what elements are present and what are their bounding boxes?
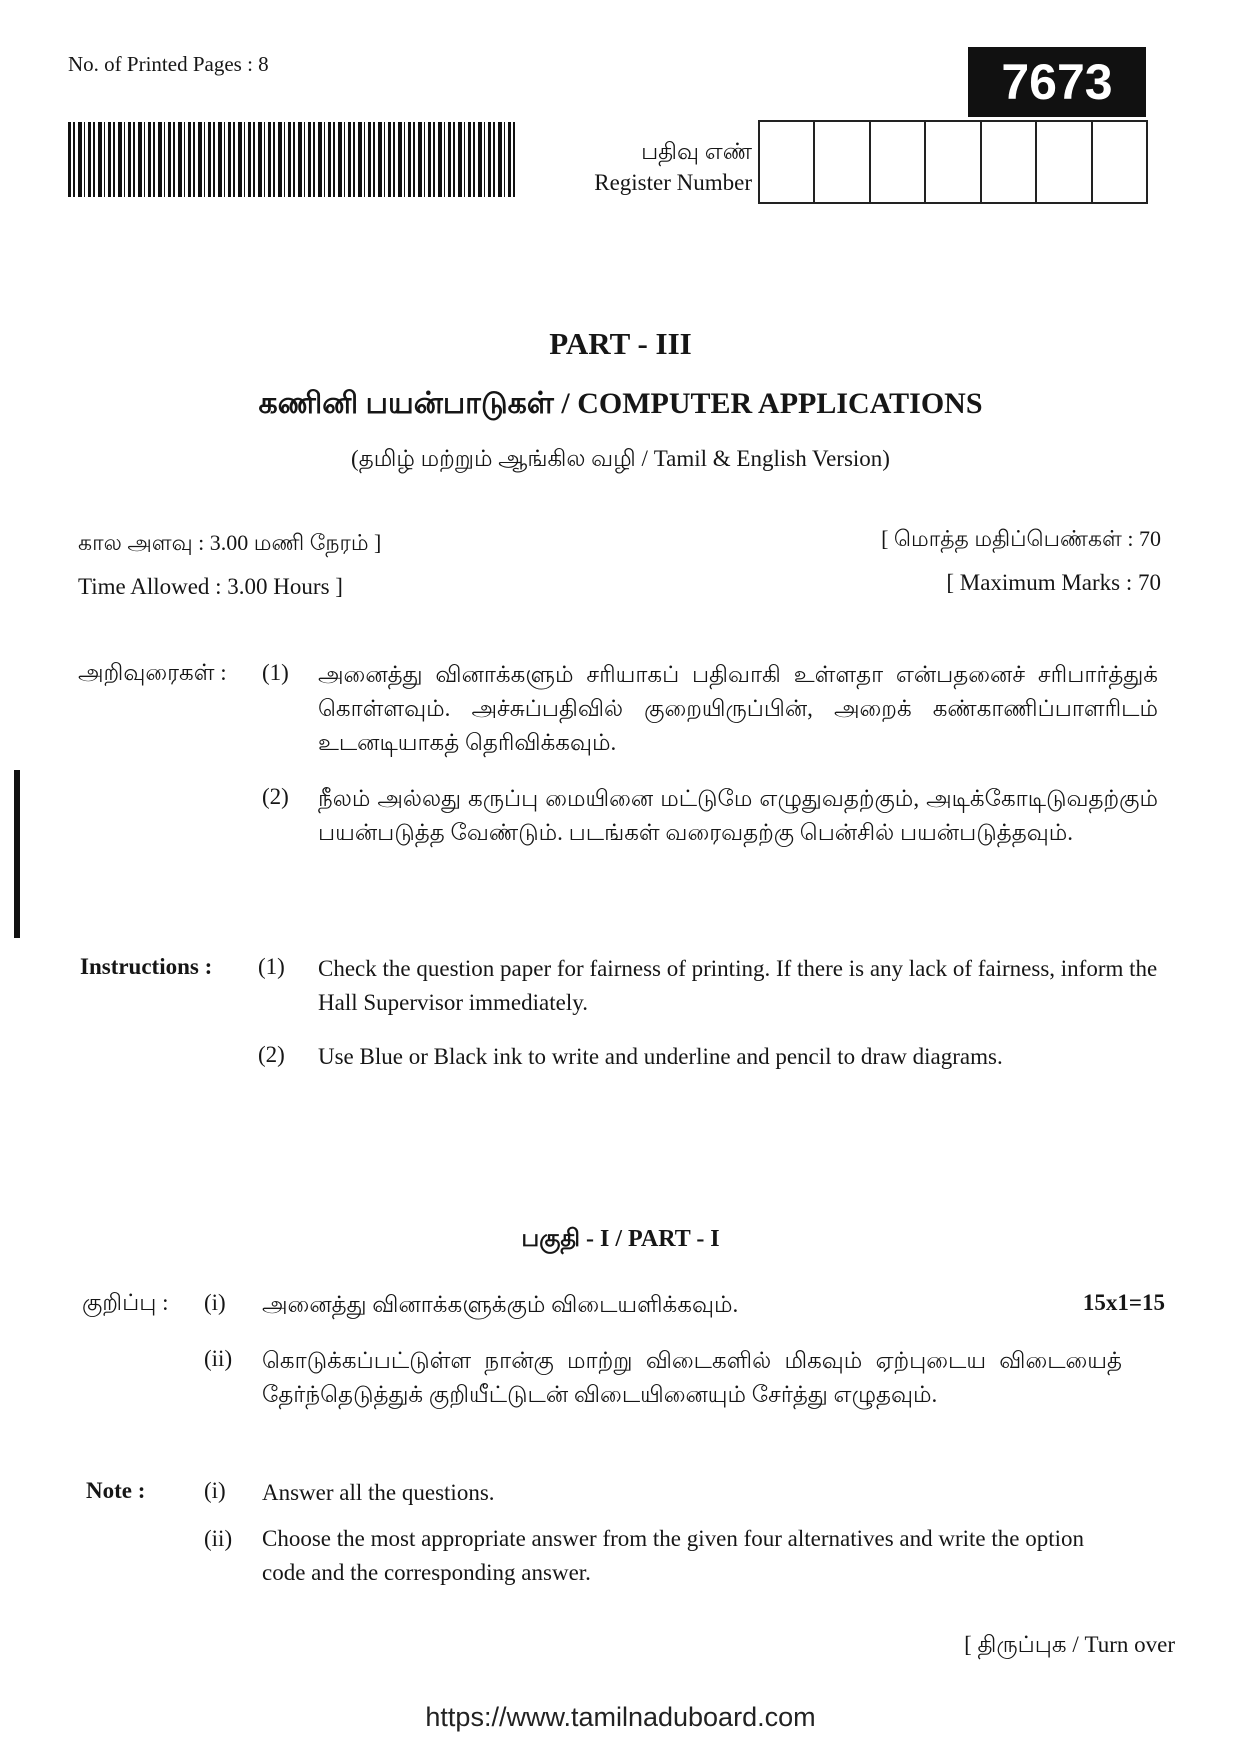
register-number-boxes[interactable] (758, 120, 1148, 204)
barcode-image (68, 122, 518, 197)
note-text-tamil: கொடுக்கப்பட்டுள்ள நான்கு மாற்று விடைகளில் மிகவும் ஏற்புடைய விடையைத் தேர்ந்தெடுத்துக் குறியீட்டுடன் விடையினையும் சேர்த்து எழுதவும். (262, 1348, 1122, 1407)
instruction-number: (2) (262, 784, 289, 809)
subject-title: கணினி பயன்பாடுகள் / COMPUTER APPLICATIONS (258, 387, 983, 420)
turn-over-label: [ திருப்புக / Turn over (964, 1632, 1175, 1657)
register-label-tamil: பதிவு எண் (641, 139, 752, 164)
marks-distribution: 15x1=15 (1082, 1290, 1165, 1315)
note-text-tamil: அனைத்து வினாக்களுக்கும் விடையளிக்கவும். (262, 1292, 739, 1317)
note-number: (ii) (204, 1526, 233, 1551)
register-box[interactable] (1093, 122, 1146, 202)
time-allowed-english: Time Allowed : 3.00 Hours ] (78, 574, 343, 599)
instruction-number: (2) (258, 1042, 285, 1067)
printed-pages-count: No. of Printed Pages : 8 (68, 52, 269, 76)
section-title: பகுதி - I / PART - I (521, 1226, 720, 1252)
max-marks-english: [ Maximum Marks : 70 (946, 570, 1161, 595)
instructions-label-tamil: அறிவுரைகள் : (78, 660, 227, 685)
paper-code-badge: 7673 (968, 47, 1146, 117)
scan-margin-mark (14, 770, 20, 938)
note-label-english: Note : (86, 1478, 146, 1503)
register-box[interactable] (1037, 122, 1092, 202)
max-marks-tamil: [ மொத்த மதிப்பெண்கள் : 70 (881, 526, 1161, 551)
register-box[interactable] (815, 122, 870, 202)
register-label-english: Register Number (594, 170, 752, 195)
part-title: PART - III (549, 326, 692, 361)
instruction-text-tamil: அனைத்து வினாக்களும் சரியாகப் பதிவாகி உள்ளதா என்பதனைச் சரிபார்த்துக் கொள்ளவும். அச்சுப்பதிவில் குறையிருப்பின், அறைக் கண்காணிப்பாளரிடம் உடனடியாகத் தெரிவிக்கவும். (318, 662, 1158, 755)
instructions-label-english: Instructions : (80, 954, 213, 979)
register-box[interactable] (926, 122, 981, 202)
note-number: (i) (204, 1478, 226, 1503)
instruction-number: (1) (258, 954, 285, 979)
instruction-text-english: Use Blue or Black ink to write and underline and pencil to draw diagrams. (318, 1044, 1003, 1069)
register-box[interactable] (982, 122, 1037, 202)
note-text-english: Answer all the questions. (262, 1480, 495, 1505)
version-subtitle: (தமிழ் மற்றும் ஆங்கில வழி / Tamil & English Version) (351, 446, 890, 471)
instruction-text-tamil: நீலம் அல்லது கருப்பு மையினை மட்டுமே எழுதுவதற்கும், அடிக்கோடிடுவதற்கும் பயன்படுத்த வேண்டும். படங்கள் வரைவதற்கு பென்சில் பயன்படுத்தவும். (318, 786, 1158, 845)
note-label-tamil: குறிப்பு : (82, 1290, 169, 1315)
time-allowed-tamil: கால அளவு : 3.00 மணி நேரம் ] (78, 530, 382, 555)
website-url-link[interactable]: https://www.tamilnaduboard.com (425, 1702, 816, 1732)
instruction-text-english: Check the question paper for fairness of printing. If there is any lack of fairness, inform the Hall Supervisor immediately. (318, 956, 1158, 1015)
instruction-number: (1) (262, 660, 289, 685)
note-number: (ii) (204, 1346, 233, 1371)
note-text-english: Choose the most appropriate answer from the given four alternatives and write the option code and the corresponding answer. (262, 1526, 1085, 1585)
register-number-label (572, 136, 752, 198)
register-box[interactable] (760, 122, 815, 202)
note-number: (i) (204, 1290, 226, 1315)
register-box[interactable] (871, 122, 926, 202)
